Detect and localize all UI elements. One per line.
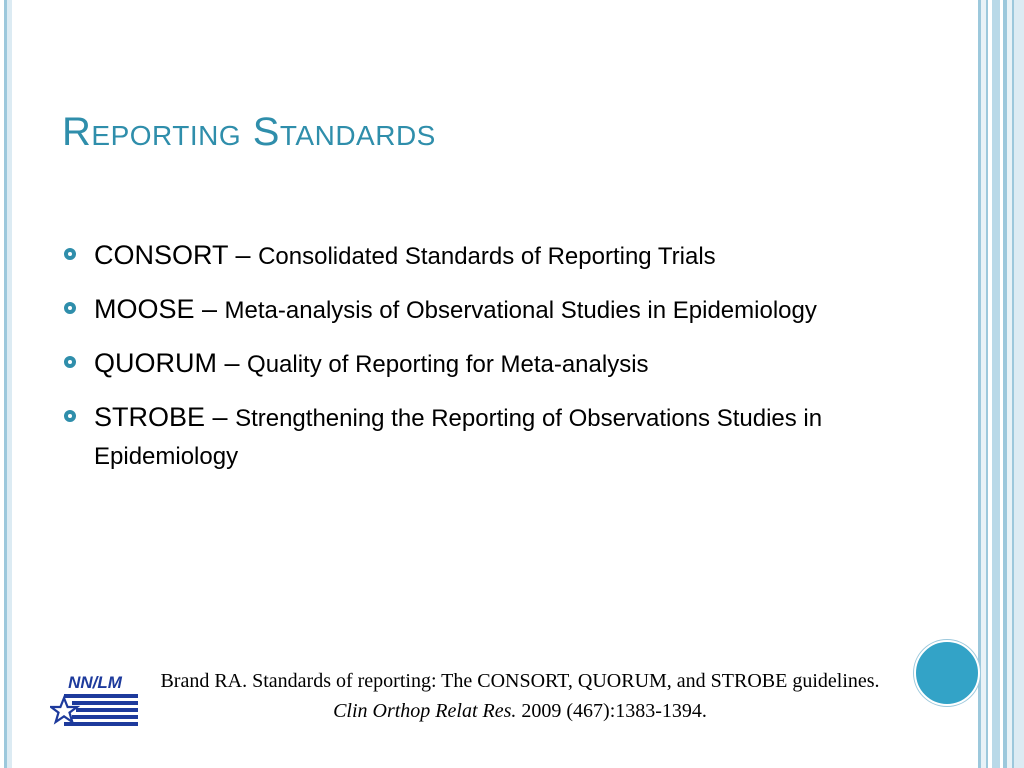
bullet-acronym: QUORUM <box>94 348 217 378</box>
bullet-item-moose <box>62 290 852 330</box>
bullet-item-strobe <box>62 398 852 476</box>
ring-bullet-icon <box>64 356 76 368</box>
ring-bullet-icon <box>64 410 76 422</box>
bullet-acronym: CONSORT <box>94 240 229 270</box>
bullet-item-consort <box>62 236 852 276</box>
citation-journal: Clin Orthop Relat Res. <box>333 700 517 722</box>
bullet-description: Consolidated Standards of Reporting Trials <box>258 243 716 270</box>
bullet-description: Quality of Reporting for Meta-analysis <box>247 351 649 378</box>
bullet-list <box>62 236 852 490</box>
bullet-separator: – <box>205 402 236 432</box>
bullet-item-quorum <box>62 344 852 384</box>
bullet-separator: – <box>228 240 259 270</box>
bullet-acronym: MOOSE <box>94 294 195 324</box>
ring-bullet-icon <box>64 302 76 314</box>
right-decorative-stripes <box>976 0 1024 768</box>
bullet-separator: – <box>217 348 248 378</box>
bullet-separator: – <box>194 294 225 324</box>
bullet-description: Strengthening the Reporting of Observations Studies in Epidemiology <box>94 405 823 470</box>
logo-text: NN/LM <box>68 673 122 692</box>
bullet-acronym: STROBE <box>94 402 206 432</box>
ring-bullet-icon <box>64 248 76 260</box>
citation-authors: Brand RA. Standards of reporting: The CONSORT, QUORUM, and STROBE guidelines. <box>160 670 880 692</box>
slide-title: Reporting Standards <box>62 110 436 154</box>
citation <box>150 666 890 726</box>
bullet-description: Meta-analysis of Observational Studies in Epidemiology <box>224 297 817 324</box>
left-decorative-border <box>0 0 12 768</box>
decorative-circle <box>914 640 980 706</box>
citation-details: 2009 (467):1383-1394. <box>516 700 707 722</box>
nnlm-logo-icon <box>50 672 140 728</box>
